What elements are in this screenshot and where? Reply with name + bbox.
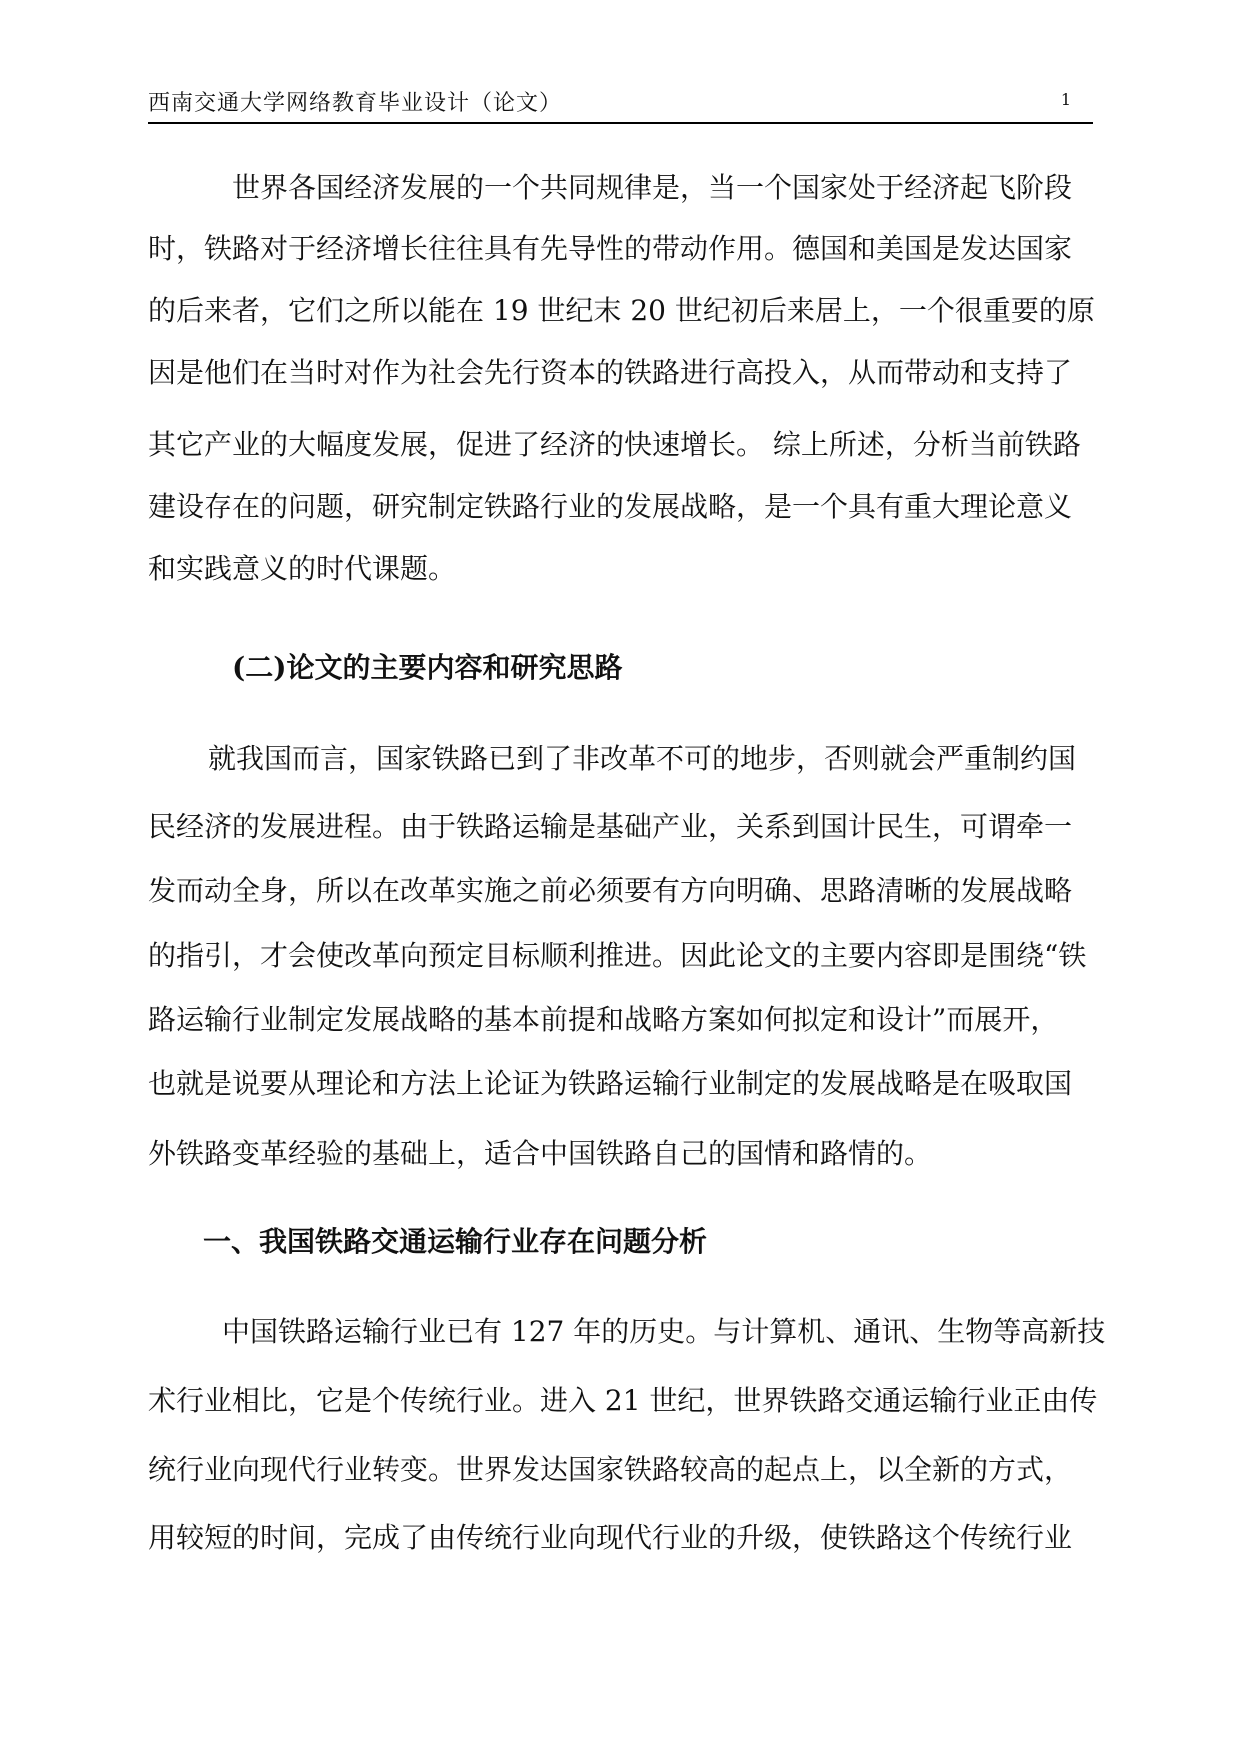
- paragraph-2-line-1: 就我国而言，国家铁路已到了非改革不可的地步，否则就会严重制约国: [208, 742, 1077, 775]
- paragraph-2-line-7: 外铁路变革经验的基础上，适合中国铁路自己的国情和路情的。: [148, 1137, 933, 1170]
- chapter-heading-1: 一、我国铁路交通运输行业存在问题分析: [203, 1225, 708, 1258]
- paragraph-2-line-6: 也就是说要从理论和方法上论证为铁路运输行业制定的发展战略是在吸取国: [148, 1067, 1073, 1100]
- header-title: 西南交通大学网络教育毕业设计（论文）: [148, 91, 563, 116]
- paragraph-1-line-1: 世界各国经济发展的一个共同规律是，当一个国家处于经济起飞阶段: [232, 171, 1073, 204]
- paragraph-1-line-3: 的后来者，它们之所以能在 19 世纪末 20 世纪初后来居上，一个很重要的原: [148, 294, 1095, 327]
- paragraph-1-line-4: 因是他们在当时对作为社会先行资本的铁路进行高投入，从而带动和支持了: [148, 356, 1073, 389]
- paragraph-2-line-2: 民经济的发展进程。由于铁路运输是基础产业，关系到国计民生，可谓牵一: [148, 810, 1073, 843]
- paragraph-2-line-3: 发而动全身，所以在改革实施之前必须要有方向明确、思路清晰的发展战略: [148, 874, 1073, 907]
- section-heading-2: (二)论文的主要内容和研究思路: [232, 651, 623, 684]
- paragraph-1-line-2: 时，铁路对于经济增长往往具有先导性的带动作用。德国和美国是发达国家: [148, 232, 1073, 265]
- paragraph-3-line-4: 用较短的时间，完成了由传统行业向现代行业的升级，使铁路这个传统行业: [148, 1521, 1073, 1554]
- paragraph-2-line-5: 路运输行业制定发展战略的基本前提和战略方案如何拟定和设计”而展开，: [148, 1003, 1059, 1036]
- paragraph-1-line-5: 其它产业的大幅度发展，促进了经济的快速增长。 综上所述，分析当前铁路: [148, 428, 1081, 461]
- paragraph-3-line-2: 术行业相比，它是个传统行业。进入 21 世纪，世界铁路交通运输行业正由传: [148, 1384, 1098, 1417]
- page-header: [148, 86, 1093, 124]
- paragraph-3-line-3: 统行业向现代行业转变。世界发达国家铁路较高的起点上，以全新的方式，: [148, 1453, 1073, 1486]
- paragraph-1-line-6: 建设存在的问题，研究制定铁路行业的发展战略，是一个具有重大理论意义: [148, 490, 1073, 523]
- paragraph-2-line-4: 的指引，才会使改革向预定目标顺利推进。因此论文的主要内容即是围绕“铁: [148, 939, 1087, 972]
- page-number: 1: [1060, 90, 1071, 109]
- paragraph-1-line-7: 和实践意义的时代课题。: [148, 552, 457, 585]
- paragraph-3-line-1: 中国铁路运输行业已有 127 年的历史。与计算机、通讯、生物等高新技: [222, 1315, 1106, 1348]
